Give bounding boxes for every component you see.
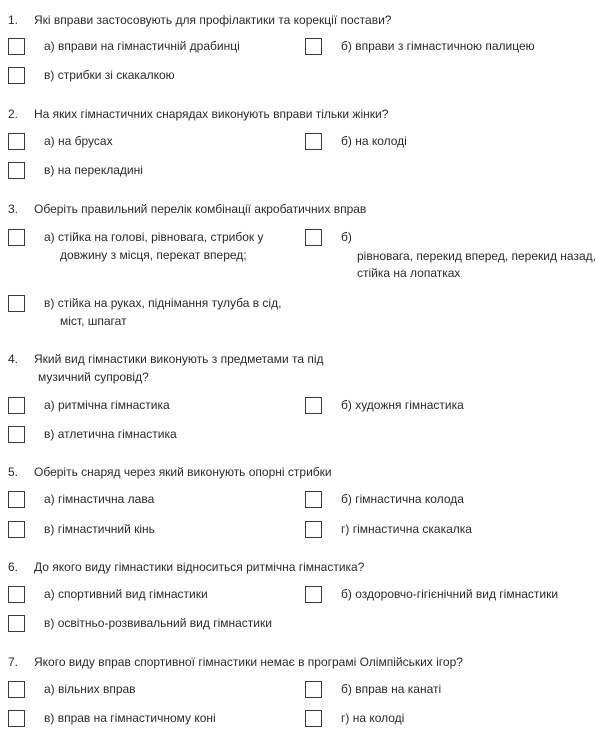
answer-checkbox[interactable] [8,38,25,55]
question-text: Оберіть правильний перелік комбінації акробатичних вправ [34,202,367,216]
option-label: в) гімнастичний кінь [44,522,155,536]
question-number: 2. [8,107,19,121]
answer-checkbox[interactable] [8,162,25,179]
option-label: б) художня гімнастика [341,398,464,412]
question-6 [8,559,364,576]
question-number: 3. [8,202,19,216]
question-5 [8,464,332,481]
answer-checkbox[interactable] [8,229,25,246]
option-label: в) стрибки зі скакалкою [44,68,175,82]
answer-checkbox[interactable] [305,133,322,150]
option-label: в) на перекладині [44,163,143,177]
question-number: 4. [8,352,19,366]
option-label: б) вправи з гімнастичною палицею [341,39,535,53]
question-number: 7. [8,655,19,669]
answer-checkbox[interactable] [305,681,322,698]
question-text: Які вправи застосовують для профілактики та корекції постави? [34,13,392,27]
answer-checkbox[interactable] [8,491,25,508]
option-label: б) вправ на канаті [341,682,442,696]
answer-checkbox[interactable] [8,710,25,727]
answer-checkbox[interactable] [305,491,322,508]
question-text: На яких гімнастичних снарядах виконують вправи тільки жінки? [34,107,389,121]
answer-checkbox[interactable] [8,133,25,150]
option-label: а) гімнастична лава [44,492,155,506]
option-label: в) атлетична гімнастика [44,427,177,441]
option-label-line: стійка на лопатках [357,266,461,280]
answer-checkbox[interactable] [8,615,25,632]
option-label: а) вільних вправ [44,682,136,696]
option-label: а) ритмічна гімнастика [44,398,170,412]
option-label: а) спортивний вид гімнастики [44,587,208,601]
option-label-line: б) [341,230,352,244]
question-number: 5. [8,465,19,479]
answer-checkbox[interactable] [8,586,25,603]
option-label-line: в) стійка на руках, піднімання тулуба в сід, [44,296,282,310]
option-label: в) освітньо-розвивальний вид гімнастики [44,616,272,630]
option-label: а) на брусах [44,134,113,148]
answer-checkbox[interactable] [305,397,322,414]
answer-checkbox[interactable] [8,67,25,84]
question-text: Оберіть снаряд через який виконують опорні стрибки [34,465,332,479]
question-4 [8,351,324,368]
option-label: б) оздоровчо-гігієнічний вид гімнастики [341,587,559,601]
option-label-line: рівновага, перекид вперед, перекид назад, [357,249,596,263]
answer-checkbox[interactable] [305,586,322,603]
answer-checkbox[interactable] [305,710,322,727]
option-label-line: а) стійка на голові, рівновага, стрибок у [44,230,264,244]
answer-checkbox[interactable] [8,295,25,312]
option-label-line: міст, шпагат [60,314,127,328]
answer-checkbox[interactable] [305,38,322,55]
question-1 [8,12,391,29]
option-label: б) гімнастична колода [341,492,464,506]
question-number: 6. [8,560,19,574]
question-text-continued: музичний супровід? [38,370,149,384]
question-text: Який вид гімнастики виконують з предметами та під [34,352,324,366]
answer-checkbox[interactable] [8,521,25,538]
answer-checkbox[interactable] [8,397,25,414]
answer-checkbox[interactable] [305,521,322,538]
option-label: г) гімнастична скакалка [341,522,472,536]
question-3 [8,201,366,218]
question-text: До якого виду гімнастики відноситься ритмічна гімнастика? [34,560,365,574]
option-label-line: довжину з місця, перекат вперед; [60,248,247,262]
answer-checkbox[interactable] [305,229,322,246]
answer-checkbox[interactable] [8,681,25,698]
question-2 [8,106,388,123]
question-text: Якого виду вправ спортивної гімнастики немає в програмі Олімпійських ігор? [34,655,463,669]
answer-checkbox[interactable] [8,426,25,443]
question-7 [8,654,463,671]
option-label: г) на колоді [341,711,405,725]
option-label: а) вправи на гімнастичній драбинці [44,39,240,53]
question-number: 1. [8,13,19,27]
option-label: б) на колоді [341,134,407,148]
option-label: в) вправ на гімнастичному коні [44,711,216,725]
